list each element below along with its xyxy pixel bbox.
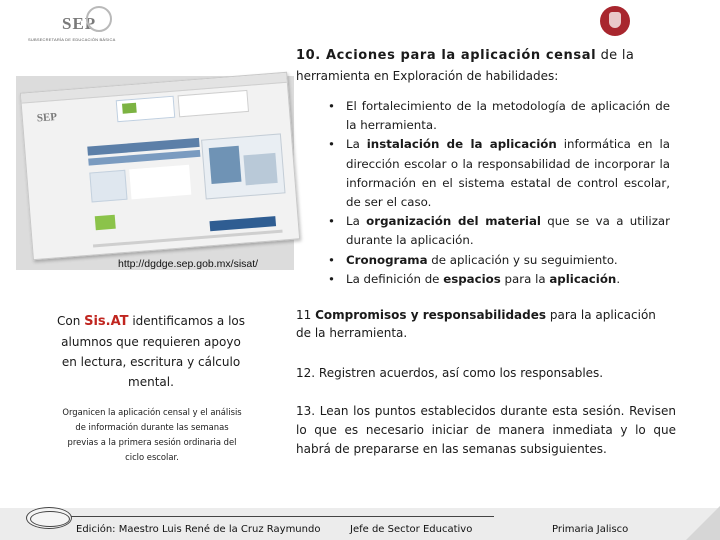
bullet-bold: instalación de la aplicación xyxy=(366,137,557,152)
screenshot-cta-button xyxy=(209,216,276,231)
bullet-text: El fortalecimiento de la metodología de aplicación de la herramienta. xyxy=(346,99,670,133)
bullet-bold: espacios xyxy=(443,271,501,286)
bullet-text: La xyxy=(346,214,367,229)
screenshot-sep-logo: SEP xyxy=(36,110,58,125)
sisat-brand: Sis.AT xyxy=(84,314,129,329)
footer-oval-icon xyxy=(26,507,72,529)
sep-logo-text: SEP xyxy=(62,14,97,33)
bullet-item xyxy=(322,97,670,135)
bullet-item xyxy=(322,270,670,289)
bullet-item xyxy=(322,135,670,212)
bullet-text: La definición de xyxy=(346,271,444,286)
screenshot-la-escuela-box xyxy=(89,170,127,203)
url-caption: http://dgdge.sep.gob.mx/sisat/ xyxy=(118,258,259,270)
mexico-seal-icon xyxy=(86,6,112,32)
section-11-bold: Compromisos y responsabilidades xyxy=(315,308,547,322)
bullet-text: para la xyxy=(500,271,550,286)
bullet-text: que se va a utilizar durante la aplicación. xyxy=(346,214,670,248)
bullet-bold: Cronograma xyxy=(346,252,428,267)
section-11-number: 11 xyxy=(296,308,316,322)
section-12: 12. Registren acuerdos, así como los responsables. xyxy=(296,366,604,380)
sep-logo xyxy=(28,6,138,40)
bullet-text: La xyxy=(346,137,367,152)
bullet-item xyxy=(322,251,670,270)
bullet-text: de aplicación y su seguimiento. xyxy=(427,252,618,267)
page-corner xyxy=(686,506,720,540)
organize-note: Organicen la aplicación censal y el análisis de información durante las semanas previas a la primera sesión ordinaria del ciclo escolar. xyxy=(62,407,242,462)
section-13: 13. Lean los puntos establecidos durante esta sesión. Revisen lo que es necesario iniciar de manera inmediata y lo que habrá de prepararse en las semanas subsiguientes. xyxy=(296,404,676,456)
bullet-bold: organización del material xyxy=(366,214,541,229)
section-11-rest: para la aplicación de la herramienta. xyxy=(296,308,656,340)
bullet-text: informática en la dirección escolar o la responsabilidad de incorporar la información en el sistema estatal de control escolar, de ser el caso. xyxy=(346,137,670,210)
bullet-text: . xyxy=(616,271,621,286)
footer-org: Primaria Jalisco xyxy=(552,524,629,535)
footer-edition: Edición: Maestro Luis René de la Cruz Raymundo xyxy=(76,524,321,535)
section-10-rest: de la xyxy=(596,48,635,63)
sisat-description-post: identificamos a los alumnos que requieren apoyo en lectura, escritura y cálculo mental. xyxy=(61,314,246,389)
header xyxy=(0,0,720,48)
sisat-description xyxy=(56,311,246,392)
bullet-bold: aplicación xyxy=(549,271,617,286)
sisat-website-screenshot xyxy=(20,72,300,261)
footer-divider xyxy=(70,516,494,517)
sep-subtitle: SUBSECRETARÍA DE EDUCACIÓN BÁSICA xyxy=(28,37,116,42)
screenshot-info-card xyxy=(178,90,250,117)
footer-role: Jefe de Sector Educativo xyxy=(350,524,473,535)
screenshot-device-mockup xyxy=(201,133,285,199)
section-10 xyxy=(296,46,670,87)
jalisco-logo xyxy=(600,6,670,38)
sisat-description-pre: Con xyxy=(56,314,85,328)
section-11 xyxy=(296,306,672,342)
jalisco-emblem-icon xyxy=(600,6,630,36)
section-10-bullets xyxy=(322,97,670,289)
screenshot-sisat-logo xyxy=(95,215,116,231)
screenshot-green-block xyxy=(122,103,137,114)
section-10-line2: herramienta en Exploración de habilidades: xyxy=(296,69,559,83)
screenshot-text-box xyxy=(129,165,191,200)
bullet-item xyxy=(322,212,670,250)
section-10-lead: 10. Acciones para la aplicación censal xyxy=(296,48,597,63)
